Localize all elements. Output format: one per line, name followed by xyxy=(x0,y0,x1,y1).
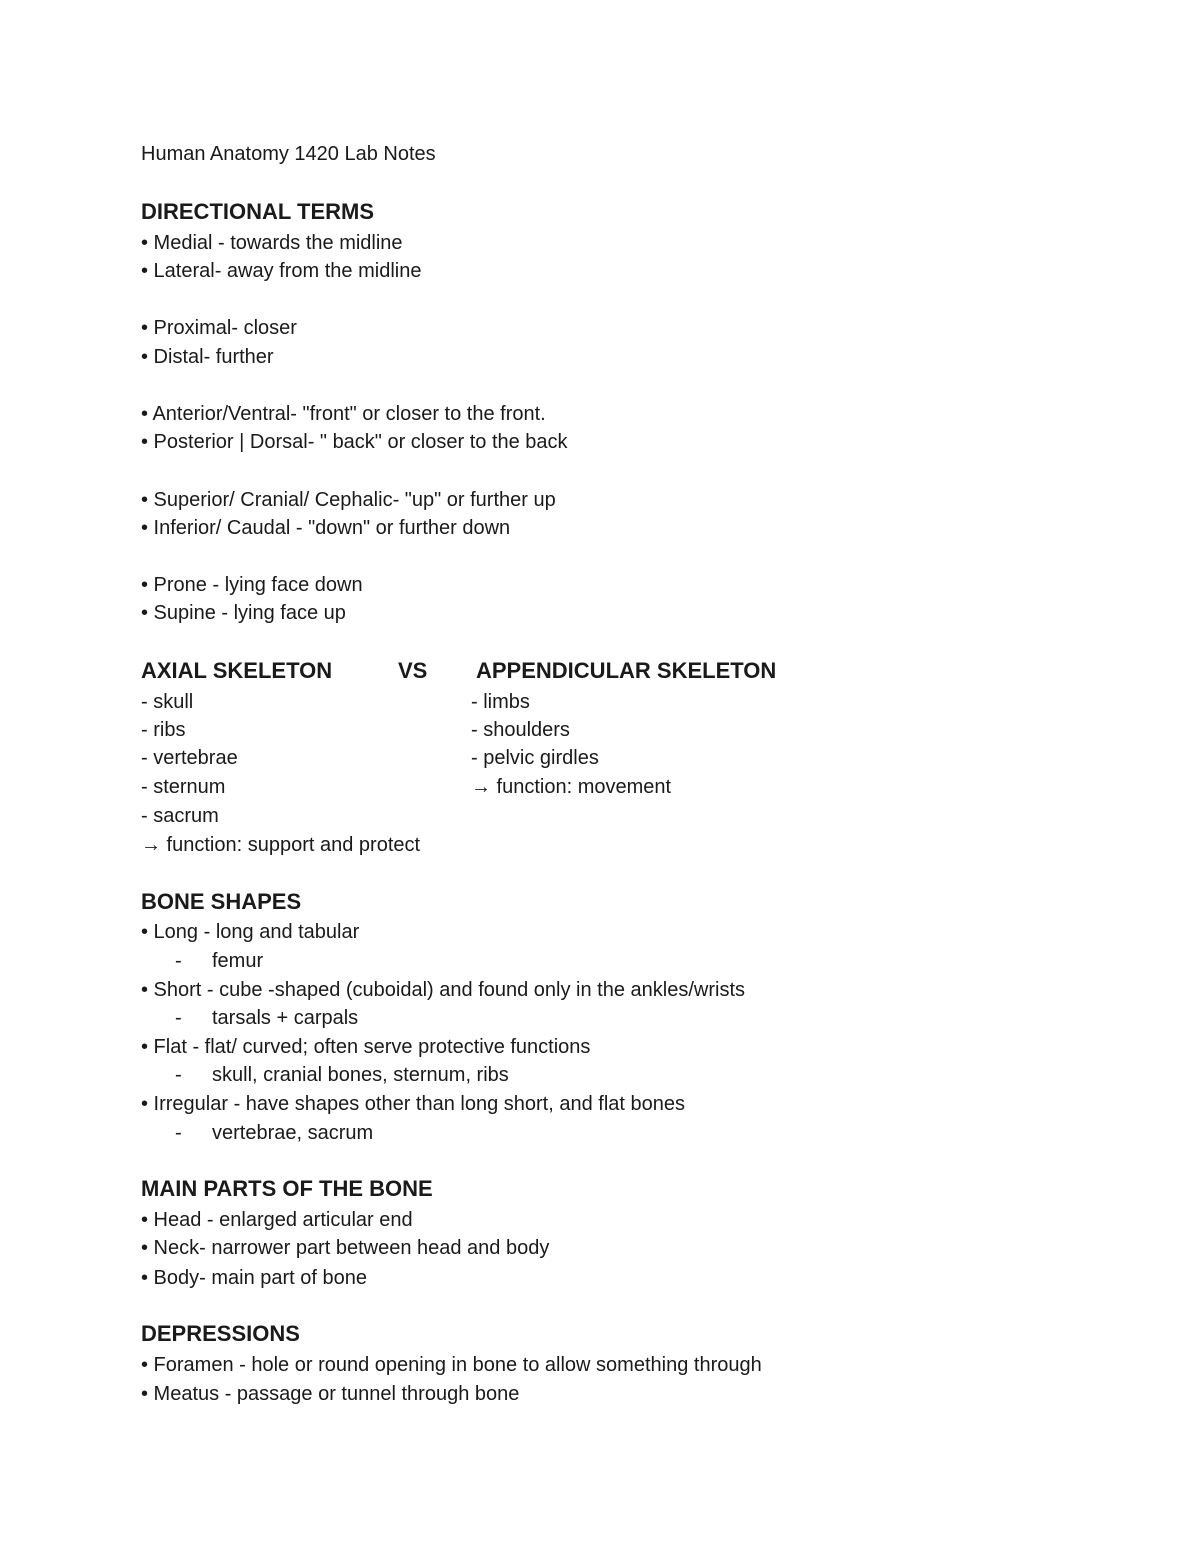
axial-item: - sternum xyxy=(141,776,226,798)
section-heading-axial-skeleton: AXIAL SKELETON xyxy=(141,658,333,683)
axial-item: - skull xyxy=(141,691,194,713)
sub-list-text: tarsals + carpals xyxy=(212,1007,359,1029)
appendicular-item: - limbs xyxy=(471,691,530,713)
list-item: • Inferior/ Caudal - "down" or further down xyxy=(141,517,511,539)
dash-marker: - xyxy=(175,1007,182,1029)
appendicular-function: → function: movement xyxy=(471,776,672,798)
list-item: • Distal- further xyxy=(141,346,274,368)
section-heading-appendicular-skeleton: APPENDICULAR SKELETON xyxy=(476,658,777,683)
dash-marker: - xyxy=(175,1064,182,1086)
section-heading-directional-terms: DIRECTIONAL TERMS xyxy=(141,199,375,224)
list-item: • Superior/ Cranial/ Cephalic- "up" or further up xyxy=(141,489,556,511)
list-item: • Foramen - hole or round opening in bone to allow something through xyxy=(141,1354,762,1376)
axial-function: → function: support and protect xyxy=(141,834,421,856)
axial-item: - ribs xyxy=(141,719,186,741)
sub-list-item xyxy=(175,1006,358,1030)
list-item: • Posterior | Dorsal- " back" or closer to the back xyxy=(141,431,568,453)
section-heading-bone-shapes: BONE SHAPES xyxy=(141,889,302,914)
axial-item: - sacrum xyxy=(141,805,219,827)
sub-list-text: skull, cranial bones, sternum, ribs xyxy=(212,1064,509,1086)
axial-item: - vertebrae xyxy=(141,747,238,769)
sub-list-text: femur xyxy=(212,950,264,972)
vs-label: VS xyxy=(398,658,428,683)
sub-list-item xyxy=(175,1063,509,1087)
list-item: • Flat - flat/ curved; often serve protective functions xyxy=(141,1036,591,1058)
list-item: • Head - enlarged articular end xyxy=(141,1209,413,1231)
appendicular-item: - pelvic girdles xyxy=(471,747,599,769)
list-item: • Short - cube -shaped (cuboidal) and found only in the ankles/wrists xyxy=(141,979,746,1001)
list-item: • Anterior/Ventral- "front" or closer to the front. xyxy=(141,403,546,425)
list-item: • Proximal- closer xyxy=(141,317,297,339)
section-heading-main-parts: MAIN PARTS OF THE BONE xyxy=(141,1176,433,1201)
list-item: • Irregular - have shapes other than long short, and flat bones xyxy=(141,1093,686,1115)
list-item: • Prone - lying face down xyxy=(141,574,363,596)
list-item: • Medial - towards the midline xyxy=(141,232,403,254)
dash-marker: - xyxy=(175,950,182,972)
document-title: Human Anatomy 1420 Lab Notes xyxy=(141,143,436,165)
sub-list-item xyxy=(175,1121,373,1145)
list-item: • Body- main part of bone xyxy=(141,1267,368,1289)
sub-list-text: vertebrae, sacrum xyxy=(212,1122,374,1144)
dash-marker: - xyxy=(175,1122,182,1144)
sub-list-item xyxy=(175,949,263,973)
appendicular-item: - shoulders xyxy=(471,719,570,741)
list-item: • Neck- narrower part between head and body xyxy=(141,1237,550,1259)
section-heading-depressions: DEPRESSIONS xyxy=(141,1321,300,1346)
list-item: • Lateral- away from the midline xyxy=(141,260,422,282)
list-item: • Meatus - passage or tunnel through bone xyxy=(141,1383,520,1405)
list-item: • Long - long and tabular xyxy=(141,921,360,943)
list-item: • Supine - lying face up xyxy=(141,602,346,624)
